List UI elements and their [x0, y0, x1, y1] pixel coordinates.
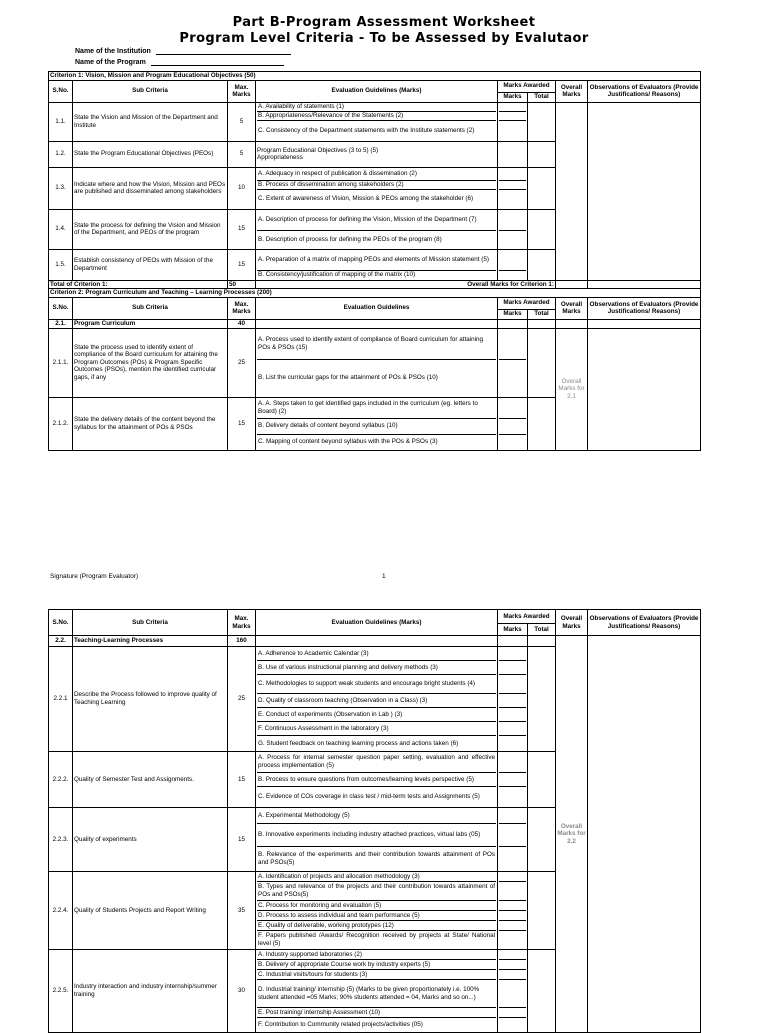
curriculum-max: 40 [228, 319, 256, 328]
marks-cell[interactable] [498, 102, 528, 141]
marks-cell[interactable] [498, 249, 528, 280]
header-total: Total [528, 92, 556, 102]
row-sno: 1.2. [49, 141, 73, 167]
header-marks: Marks [498, 309, 528, 319]
row-sub-criteria: Quality of experiments [73, 808, 228, 872]
institution-line[interactable] [156, 48, 291, 55]
row-sno: 2.2.1 [49, 647, 73, 752]
guideline-item: A. A. Steps taken to get identified gaps included in the curriculum (eg. letters to Board) (2) [257, 398, 496, 419]
header-marks-awarded: Marks Awarded [498, 297, 556, 309]
guideline-item: B. Consistency/justification of mapping of the matrix (10) [258, 271, 416, 279]
criteria-table-page1 [48, 71, 701, 451]
criterion1-overall-label: Overall Marks for Criterion 1: [256, 280, 556, 289]
row-max: 15 [228, 209, 256, 249]
marks-cell[interactable] [498, 647, 528, 752]
header-marks-awarded: Marks Awarded [498, 610, 556, 624]
total-cell[interactable] [528, 102, 556, 141]
row-guidelines [256, 647, 498, 752]
total-cell[interactable] [528, 397, 556, 450]
header-sno: S.No. [49, 80, 73, 102]
total-cell[interactable] [528, 950, 556, 1033]
guideline-item: F. Continuous Assessment in the laboratory (3) [257, 722, 496, 736]
header-marks: Marks [498, 92, 528, 102]
row-guidelines [256, 209, 498, 249]
observations-cell[interactable] [588, 636, 701, 1033]
row-sub-criteria: State the Vision and Mission of the Department and Institute [73, 102, 228, 141]
criterion1-total-value: 50 [228, 280, 256, 289]
guideline-item: B. Relevance of the experiments and their contribution towards attainment of POs and PSOs(5) [258, 851, 495, 866]
guideline-item: C. Methodologies to support weak students and encourage bright students (4) [257, 675, 496, 694]
header-sno: S.No. [49, 297, 73, 319]
marks-cell[interactable] [498, 141, 528, 167]
total-cell[interactable] [528, 872, 556, 950]
observations-cell[interactable] [588, 102, 701, 280]
header-total: Total [528, 624, 556, 636]
worksheet-title: Part B-Program Assessment Worksheet [232, 15, 536, 30]
header-max-marks: Max. Marks [228, 610, 256, 636]
guideline-item: E. Post training/ internship Assessment (10) [257, 1008, 496, 1018]
marks-cell[interactable] [498, 872, 528, 950]
row-guidelines [256, 752, 498, 808]
marks-cell[interactable] [498, 752, 528, 808]
page-number: 1 [382, 573, 386, 580]
guideline-item: F. Papers published /Awards/ Recognition received by projects at State/ National level (5) [258, 932, 495, 947]
guideline-item: C. Evidence of COs coverage in class test / mid-term tests and Assignments (5) [258, 793, 480, 801]
row-sub-criteria: Establish consistency of PEOs with Mission of the Department [73, 249, 228, 280]
guideline-item: B. Description of process for defining the PEOs of the program (8) [258, 235, 442, 243]
total-cell[interactable] [528, 328, 556, 397]
header-sub-criteria: Sub Criteria [73, 297, 228, 319]
header-marks-awarded: Marks Awarded [498, 80, 556, 92]
criterion1-obs-cell[interactable] [588, 280, 701, 289]
header-overall: Overall Marks [556, 297, 588, 319]
guideline-item: C. Process for monitoring and evaluation (5) [257, 901, 496, 911]
guideline-item: D. Quality of classroom teaching (Observation in a Class) (3) [257, 694, 496, 708]
overall-22: Overall Marks for 2.2 [556, 636, 588, 1033]
header-marks: Marks [498, 624, 528, 636]
guideline-item: A. Process for internal semester question paper setting, evaluation and effective process implementation (5) [257, 752, 496, 773]
guideline-item: A. Identification of projects and allocation methodology (3) [257, 872, 496, 882]
program-label: Name of the Program [75, 59, 146, 66]
guideline-item: F. Contribution to Community related projects/activities (05) [258, 1021, 423, 1029]
guideline-item: C. Industrial visits/tours for students (3) [257, 970, 496, 980]
guideline-item: B. Process to ensure questions from outcomes/learning levels perspective (5) [257, 773, 496, 787]
row-guidelines [256, 102, 498, 141]
total-cell[interactable] [528, 167, 556, 209]
header-eval-guidelines: Evaluation Guidelines [256, 297, 498, 319]
guideline-item: A. Description of process for defining the Vision, Mission of the Department (7) [257, 210, 496, 231]
guideline-item: A. Industry supported laboratories (2) [257, 950, 496, 960]
header-observations: Observations of Evaluators (Provide Justifications/ Reasons) [588, 80, 701, 102]
marks-cell[interactable] [498, 950, 528, 1033]
criterion1-heading: Criterion 1: Vision, Mission and Program Educational Objectives (50) [49, 72, 701, 81]
guideline-item: E. Quality of deliverable, working prototypes (12) [257, 921, 496, 931]
row-max: 15 [228, 808, 256, 872]
row-guidelines [256, 249, 498, 280]
row-sno: 2.2.3. [49, 808, 73, 872]
row-max: 15 [228, 752, 256, 808]
header-eval-guidelines: Evaluation Guidelines (Marks) [256, 610, 498, 636]
signature-label: Signature (Program Evaluator) [50, 573, 139, 580]
institution-label: Name of the Institution [75, 48, 151, 55]
total-cell[interactable] [528, 209, 556, 249]
guideline-item: E. Conduct of experiments (Observation in Lab ) (3) [257, 708, 496, 722]
program-line[interactable] [151, 59, 284, 66]
marks-cell[interactable] [498, 167, 528, 209]
guideline-item: B. List the curricular gaps for the attainment of POs & PSOs (10) [258, 374, 438, 382]
guideline-item: B. Use of various instructional planning and delivery methods (3) [257, 661, 496, 675]
row-sub-criteria: Quality of Students Projects and Report Writing [73, 872, 228, 950]
row-sub-criteria: State the Program Educational Objectives (PEOs) [73, 141, 228, 167]
row-sno: 2.1.1. [49, 328, 73, 397]
guideline-item: A. Experimental Methodology (5) [257, 808, 496, 824]
header-overall: Overall Marks [556, 610, 588, 636]
header-total: Total [528, 309, 556, 319]
row-sub-criteria: Industry interaction and industry internship/summer training [73, 950, 228, 1033]
guideline-item: A. Adequacy in respect of publication & dissemination (2) [257, 168, 496, 181]
criterion2-heading: Criterion 2: Program Curriculum and Teaching – Learning Processes (200) [49, 289, 701, 298]
guideline-item: A. Preparation of a matrix of mapping PEOs and elements of Mission statement (5) [257, 250, 496, 271]
guideline-item: A. Process used to identify extent of compliance of Board curriculum for attaining POs & PSOs (15) [257, 329, 496, 360]
header-max-marks: Max. Marks [228, 297, 256, 319]
guideline-item: D. Process to assess individual and team performance (5) [257, 911, 496, 921]
guideline-item: B. Delivery details of content beyond syllabus (10) [257, 419, 496, 435]
row-max: 15 [228, 249, 256, 280]
row-max: 25 [228, 647, 256, 752]
row-max: 5 [228, 141, 256, 167]
row-sub-criteria: State the process for defining the Vision and Mission of the Department, and PEOs of the program [73, 209, 228, 249]
header-max-marks: Max. Marks [228, 80, 256, 102]
guideline-item: G. Student feedback on teaching learning process and actions taken (6) [258, 739, 459, 747]
worksheet-subtitle: Program Level Criteria - To be Assessed by Evalutaor [179, 31, 589, 46]
total-cell[interactable] [528, 752, 556, 808]
guideline-item: A. Availability of statements (1) [257, 103, 496, 112]
marks-cell[interactable] [498, 808, 528, 872]
guideline-item: C. Extent of awareness of Vision, Mission & PEOs among the stakeholder (6) [258, 195, 474, 203]
guideline-item: C. Consistency of the Department statements with the Institute statements (2) [258, 126, 475, 134]
row-max: 30 [228, 950, 256, 1033]
row-sno: 1.1. [49, 102, 73, 141]
tl-label: Teaching-Learning Processes [73, 636, 228, 647]
row-max: 25 [228, 328, 256, 397]
row-guidelines [256, 397, 498, 450]
row-sub-criteria: Quality of Semester Test and Assignments. [73, 752, 228, 808]
row-sno: 2.2.4. [49, 872, 73, 950]
guideline-item: B. Types and relevance of the projects and their contribution towards attainment of POs and PSOs(5) [257, 882, 496, 901]
criterion1-total-label: Total of Criterion 1: [49, 280, 228, 289]
row-sno: 2.2.2. [49, 752, 73, 808]
curriculum-label: Program Curriculum [73, 319, 228, 328]
row-sub-criteria: Describe the Process followed to improve quality of Teaching Learning [73, 647, 228, 752]
marks-cell[interactable] [498, 209, 528, 249]
header-observations: Observations of Evaluators (Provide Justifications/ Reasons) [588, 297, 701, 319]
tl-sno: 2.2. [49, 636, 73, 647]
row-guidelines [256, 950, 498, 1033]
row-sub-criteria: Indicate where and how the Vision, Mission and PEOs are published and disseminated among stakeholders [73, 167, 228, 209]
program-field [75, 59, 284, 66]
marks-cell[interactable] [498, 328, 528, 397]
curriculum-sno: 2.1. [49, 319, 73, 328]
header-overall: Overall Marks [556, 80, 588, 102]
header-sub-criteria: Sub Criteria [73, 610, 228, 636]
row-sno: 1.3. [49, 167, 73, 209]
row-max: 15 [228, 397, 256, 450]
table-row [49, 328, 701, 397]
guideline-item: D. Industrial training/ internship (5) (Marks to be given proportionately i.e. 100% student attended =05 Marks; 90% students attended = 04, Marks and so on...) [257, 980, 496, 1008]
row-guidelines: Program Educational Objectives (3 to 5) (5) Appropriateness [256, 141, 498, 167]
row-sno: 2.1.2. [49, 397, 73, 450]
total-cell[interactable] [528, 249, 556, 280]
total-cell[interactable] [528, 647, 556, 752]
overall-cell[interactable] [556, 102, 588, 280]
row-guidelines [256, 328, 498, 397]
row-sno: 2.2.5. [49, 950, 73, 1033]
guideline-item: B. Innovative experiments including industry attached practices, virtual labs (05) [257, 824, 496, 847]
row-max: 35 [228, 872, 256, 950]
criteria-table-page2 [48, 609, 701, 1033]
tl-max: 160 [228, 636, 256, 647]
header-eval-guidelines: Evaluation Guidelines (Marks) [256, 80, 498, 102]
table-row [49, 102, 701, 141]
header-observations: Observations of Evaluators (Provide Justifications/ Reasons) [588, 610, 701, 636]
guideline-item: B. Delivery of appropriate Course work by industry experts (5) [257, 960, 496, 970]
overall-21: Overall Marks for 2.1 [556, 328, 588, 450]
row-sno: 1.4. [49, 209, 73, 249]
header-sno: S.No. [49, 610, 73, 636]
row-guidelines [256, 167, 498, 209]
total-cell[interactable] [528, 808, 556, 872]
guideline-item: A. Adherence to Academic Calendar (3) [257, 647, 496, 661]
row-guidelines [256, 872, 498, 950]
guideline-item: B. Process of dissemination among stakeholders (2) [257, 181, 496, 190]
criterion1-overall-cell[interactable] [556, 280, 588, 289]
marks-cell[interactable] [498, 397, 528, 450]
row-max: 5 [228, 102, 256, 141]
institution-field [75, 48, 291, 55]
total-cell[interactable] [528, 141, 556, 167]
row-sub-criteria: State the process used to identify extent of compliance of the Board curriculum for attaining the Program Outcomes (POs) & Program Specific Outcomes (PSOs), mention the identified curricular gaps, if any [73, 328, 228, 397]
guideline-item: C. Mapping of content beyond syllabus with the POs & PSOs (3) [258, 438, 438, 446]
row-guidelines [256, 808, 498, 872]
row-max: 10 [228, 167, 256, 209]
header-sub-criteria: Sub Criteria [73, 80, 228, 102]
row-sub-criteria: State the delivery details of the content beyond the syllabus for the attainment of POs & PSOs [73, 397, 228, 450]
row-sno: 1.5. [49, 249, 73, 280]
observations-cell[interactable] [588, 328, 701, 450]
guideline-item: B. Appropriateness/Relevance of the Statements (2) [257, 112, 496, 121]
